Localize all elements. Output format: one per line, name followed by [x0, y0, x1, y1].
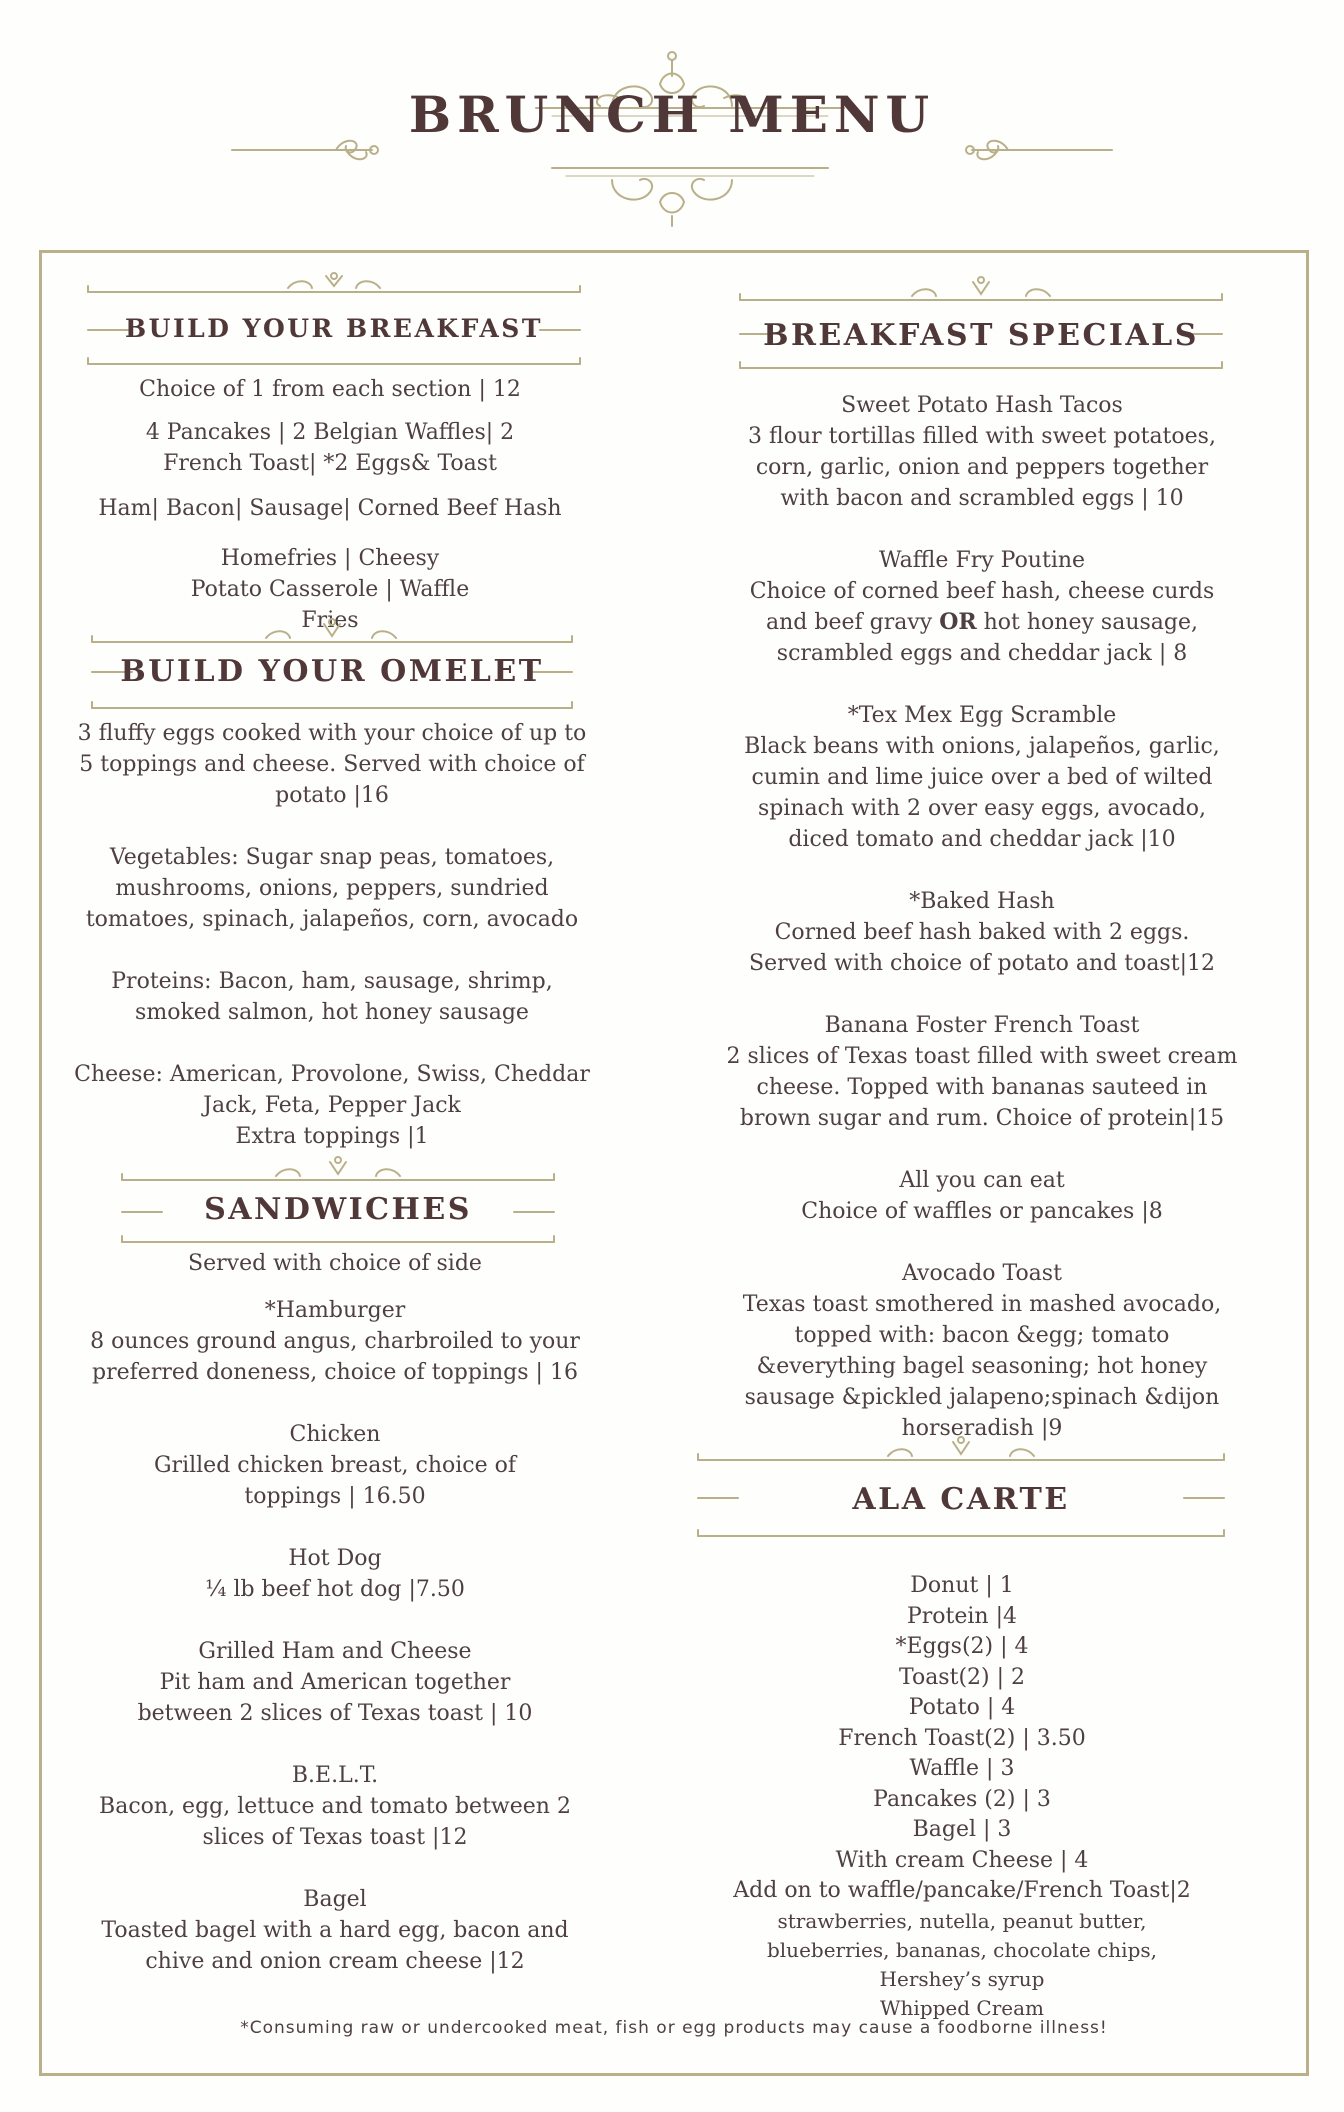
special-item	[736, 700, 1228, 855]
sandwiches-body	[70, 1248, 600, 1977]
sandwich-item	[110, 1636, 560, 1729]
sandwich-description: 8 ounces ground angus, charbroiled to your preferred doneness, choice of toppings | 16	[90, 1329, 580, 1385]
ala-carte-item: Donut | 1	[910, 1573, 1014, 1598]
omelet-vegetables: Vegetables: Sugar snap peas, tomatoes, mushrooms, onions, peppers, sundried tomatoes, spinach, jalapeños, corn, avocado	[85, 845, 579, 932]
sandwiches-subtitle: Served with choice of side	[188, 1251, 482, 1276]
ala-carte-item: Toast(2) | 2	[898, 1664, 1026, 1690]
build-breakfast-potatoes: Homefries | Cheesy Potato Casserole | Waffle Fries	[190, 546, 470, 633]
sandwich-name: Chicken	[289, 1422, 381, 1447]
ala-carte-addons-last: Whipped Cream	[879, 1995, 1045, 2020]
specials-body	[722, 390, 1242, 1444]
omelet-proteins: Proteins: Bacon, ham, sausage, shrimp, smoked salmon, hot honey sausage	[111, 969, 553, 1025]
sandwich-description: Pit ham and American together between 2 slices of Texas toast | 10	[137, 1670, 533, 1726]
special-item	[728, 1258, 1236, 1444]
sandwich-item	[100, 1884, 570, 1977]
sandwich-item	[80, 1760, 590, 1853]
sandwich-name: Bagel	[303, 1887, 367, 1912]
build-omelet-body	[64, 718, 600, 1152]
sandwich-item	[120, 1419, 550, 1512]
sandwich-description: Toasted bagel with a hard egg, bacon and chive and onion cream cheese |12	[101, 1918, 569, 1974]
ala-carte-item: Protein |4	[906, 1603, 1018, 1629]
special-description-part: hot honey sausage, scrambled eggs and cheddar jack | 8	[776, 610, 1198, 666]
build-breakfast-heading: BUILD YOUR BREAKFAST	[125, 314, 543, 343]
special-name: Sweet Potato Hash Tacos	[841, 393, 1123, 418]
special-description: 3 flour tortillas filled with sweet potatoes, corn, garlic, onion and peppers together with bacon and scrambled eggs | 10	[748, 424, 1216, 511]
sandwiches-heading: SANDWICHES	[204, 1192, 472, 1227]
ala-carte-item: Bagel | 3	[912, 1817, 1012, 1842]
special-item	[732, 545, 1232, 669]
title-ornament	[0, 40, 1344, 250]
special-item	[736, 886, 1228, 979]
sandwich-description: Grilled chicken breast, choice of toppings | 16.50	[153, 1453, 516, 1509]
build-breakfast-bases: 4 Pancakes | 2 Belgian Waffles| 2 French Toast| *2 Eggs& Toast	[145, 420, 515, 476]
sandwich-name: *Hamburger	[264, 1298, 406, 1323]
special-name: All you can eat	[899, 1168, 1065, 1193]
specials-heading: BREAKFAST SPECIALS	[763, 318, 1199, 353]
sandwich-name: B.E.L.T.	[291, 1763, 379, 1788]
ala-carte-item: With cream Cheese | 4	[835, 1847, 1089, 1873]
special-description	[732, 576, 1232, 669]
special-name: *Baked Hash	[909, 889, 1055, 914]
sandwich-item	[90, 1295, 580, 1388]
special-description: Black beans with onions, jalapeños, garlic, cumin and lime juice over a bed of wilted spinach with 2 over easy eggs, avocado, diced tomato and cheddar jack |10	[744, 734, 1220, 852]
omelet-extra-toppings: Extra toppings |1	[235, 1124, 429, 1149]
build-omelet-heading: BUILD YOUR OMELET	[120, 654, 544, 689]
special-description: Choice of waffles or pancakes |8	[801, 1199, 1163, 1224]
ala-carte-item: *Eggs(2) | 4	[895, 1634, 1029, 1659]
special-description-or: OR	[939, 609, 977, 635]
ala-carte-addons: strawberries, nutella, peanut butter, blueberries, bananas, chocolate chips, Hershey’s syrup	[766, 1908, 1158, 1991]
build-breakfast-price: Choice of 1 from each section | 12	[139, 377, 521, 402]
special-description: 2 slices of Texas toast filled with sweet cream cheese. Topped with bananas sauteed in brown sugar and rum. Choice of protein|15	[726, 1044, 1238, 1131]
sandwich-name: Grilled Ham and Cheese	[198, 1639, 472, 1664]
ala-carte-item: Potato | 4	[908, 1695, 1016, 1720]
ala-carte-item: Add on to waffle/pancake/French Toast|2	[733, 1878, 1191, 1903]
build-breakfast-meats: Ham| Bacon| Sausage| Corned Beef Hash	[98, 496, 562, 521]
menu-title: BRUNCH MENU	[408, 85, 936, 144]
sandwich-description: Bacon, egg, lettuce and tomato between 2 slices of Texas toast |12	[99, 1794, 571, 1850]
ala-carte-heading: ALA CARTE	[852, 1482, 1070, 1517]
special-description-part: Choice of corned beef hash, cheese curds and beef gravy	[749, 579, 1215, 635]
special-description: Corned beef hash baked with 2 eggs. Served with choice of potato and toast|12	[749, 920, 1215, 976]
ala-carte-item: Pancakes (2) | 3	[873, 1786, 1051, 1812]
footnote: *Consuming raw or undercooked meat, fish or egg products may cause a foodborne illness!	[240, 2018, 1108, 2038]
special-name: *Tex Mex Egg Scramble	[847, 703, 1117, 728]
ala-carte-item: French Toast(2) | 3.50	[838, 1725, 1086, 1751]
special-item	[722, 1165, 1242, 1227]
special-item	[722, 1010, 1242, 1134]
ala-carte-body	[700, 1571, 1224, 2023]
special-name: Waffle Fry Poutine	[878, 548, 1086, 573]
ala-carte-item: Waffle | 3	[909, 1756, 1015, 1781]
omelet-description: 3 fluffy eggs cooked with your choice of up to 5 toppings and cheese. Served with choice of potato |16	[77, 721, 587, 808]
build-breakfast-body	[70, 374, 590, 636]
special-name: Avocado Toast	[902, 1261, 1062, 1286]
omelet-cheese: Cheese: American, Provolone, Swiss, Cheddar Jack, Feta, Pepper Jack	[74, 1062, 590, 1118]
sandwich-item	[70, 1543, 600, 1605]
special-name: Banana Foster French Toast	[824, 1013, 1140, 1038]
sandwich-description: ¼ lb beef hot dog |7.50	[205, 1577, 465, 1602]
special-description: Texas toast smothered in mashed avocado, topped with: bacon &egg; tomato &everything bagel seasoning; hot honey sausage &pickled jalapeno;spinach &dijon horseradish |9	[742, 1292, 1222, 1441]
sandwich-name: Hot Dog	[288, 1546, 382, 1571]
special-item	[732, 390, 1232, 514]
